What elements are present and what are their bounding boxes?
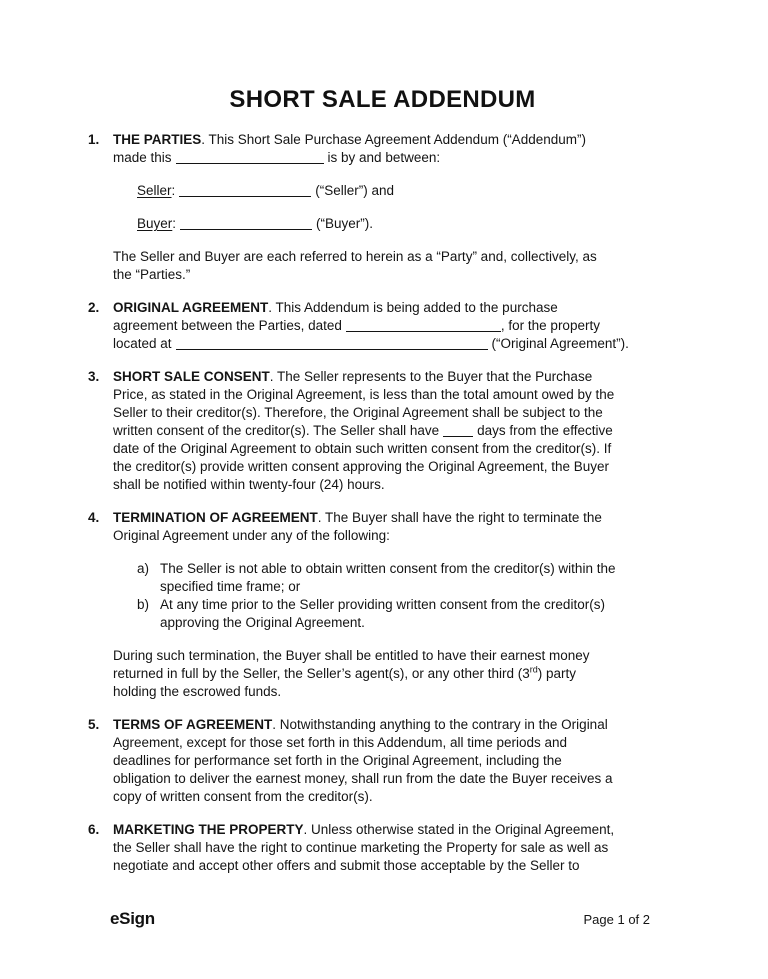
text-line: During such termination, the Buyer shall be entitled to have their earnest money	[113, 648, 590, 663]
section-heading: SHORT SALE CONSENT	[113, 369, 270, 384]
text-line: Original Agreement under any of the following:	[113, 528, 390, 543]
termination-conditions-list	[137, 560, 677, 632]
body-text: located at	[113, 336, 172, 351]
list-item-a	[137, 560, 677, 596]
blank-original-agreement-date	[346, 318, 501, 332]
text-line	[113, 317, 677, 335]
section-termination-of-agreement	[88, 509, 677, 701]
blank-agreement-date	[176, 150, 324, 164]
page-footer	[110, 910, 650, 929]
section-content	[113, 509, 677, 701]
text-line	[113, 149, 677, 167]
page-number: Page 1 of 2	[583, 912, 650, 927]
section-original-agreement	[88, 299, 677, 353]
body-text: , for the property	[500, 318, 600, 333]
esign-logo: eSign	[110, 909, 155, 928]
section-number: 6.	[88, 822, 100, 837]
body-text: (“Buyer”).	[316, 216, 374, 231]
section-heading: MARKETING THE PROPERTY	[113, 822, 304, 837]
document-title: SHORT SALE ADDENDUM	[229, 86, 536, 113]
body-text: ) party	[537, 666, 577, 681]
text-line	[113, 422, 677, 440]
section-number: 2.	[88, 300, 100, 315]
text-line: holding the escrowed funds.	[113, 684, 282, 699]
text-line: deadlines for performance set forth in the Original Agreement, including the	[113, 753, 562, 768]
text-line: shall be notified within twenty-four (24) hours.	[113, 477, 385, 492]
blank-consent-days	[443, 423, 473, 437]
section-content	[113, 299, 677, 353]
text-line	[113, 368, 677, 386]
text-line: The Seller is not able to obtain written consent from the creditor(s) within the	[160, 561, 616, 576]
body-text: (“Original Agreement”).	[491, 336, 629, 351]
body-text: . The Seller represents to the Buyer that the Purchase	[269, 369, 593, 384]
text-line: negotiate and accept other offers and submit those acceptable by the Seller to	[113, 858, 580, 873]
seller-line	[137, 182, 677, 200]
body-text: days from the effective	[477, 423, 613, 438]
list-marker: a)	[137, 561, 150, 576]
section-short-sale-consent	[88, 368, 677, 494]
ordinal-superscript: rd	[529, 664, 538, 675]
text-line: Seller to their creditor(s). Therefore, the Original Agreement shall be subject to the	[113, 405, 603, 420]
text-line: Agreement, except for those set forth in this Addendum, all time periods and	[113, 735, 568, 750]
section-number: 1.	[88, 132, 100, 147]
buyer-label: Buyer	[137, 216, 173, 231]
text-line: The Seller and Buyer are each referred to herein as a “Party” and, collectively, as	[113, 249, 597, 264]
body-text: made this	[113, 150, 172, 165]
body-text: agreement between the Parties, dated	[113, 318, 342, 333]
text-line: At any time prior to the Seller providing written consent from the creditor(s)	[160, 597, 605, 612]
blank-seller-name	[179, 183, 311, 197]
termination-closing-paragraph	[113, 647, 677, 701]
section-heading: ORIGINAL AGREEMENT	[113, 300, 269, 315]
list-item-content	[160, 596, 677, 632]
text-line: the Seller shall have the right to continue marketing the Property for sale as well as	[113, 840, 609, 855]
list-item-b	[137, 596, 677, 632]
text-line	[113, 131, 677, 149]
section-content	[113, 131, 677, 284]
text-line	[113, 335, 677, 353]
buyer-line	[137, 215, 677, 233]
list-item-content	[160, 560, 677, 596]
text-line: copy of written consent from the creditor(s).	[113, 789, 373, 804]
text-line	[113, 665, 677, 683]
list-marker: b)	[137, 597, 150, 612]
text-line: approving the Original Agreement.	[160, 615, 365, 630]
section-content	[113, 716, 677, 806]
section-terms-of-agreement	[88, 716, 677, 806]
parties-closing-paragraph	[113, 248, 677, 284]
text-line: the “Parties.”	[113, 267, 191, 282]
colon: :	[172, 216, 177, 231]
seller-label: Seller	[137, 183, 172, 198]
blank-buyer-name	[180, 216, 312, 230]
body-text: . Notwithstanding anything to the contrary in the Original	[272, 717, 608, 732]
body-text: (“Seller”) and	[315, 183, 395, 198]
text-line: Price, as stated in the Original Agreement, is less than the total amount owed by the	[113, 387, 615, 402]
text-line	[113, 821, 677, 839]
section-marketing-the-property	[88, 821, 677, 875]
body-text: written consent of the creditor(s). The Seller shall have	[113, 423, 440, 438]
colon: :	[171, 183, 176, 198]
text-line	[113, 509, 677, 527]
text-line: the creditor(s) provide written consent approving the Original Agreement, the Buyer	[113, 459, 610, 474]
section-the-parties	[88, 131, 677, 284]
section-content	[113, 368, 677, 494]
section-number: 3.	[88, 369, 100, 384]
body-text: . This Short Sale Purchase Agreement Addendum (“Addendum”)	[201, 132, 586, 147]
text-line: date of the Original Agreement to obtain such written consent from the creditor(s). If	[113, 441, 612, 456]
text-line: specified time frame; or	[160, 579, 301, 594]
body-text: . This Addendum is being added to the purchase	[268, 300, 558, 315]
section-number: 5.	[88, 717, 100, 732]
section-content	[113, 821, 677, 875]
section-heading: THE PARTIES	[113, 132, 202, 147]
section-heading: TERMS OF AGREEMENT	[113, 717, 273, 732]
body-text: . Unless otherwise stated in the Original Agreement,	[303, 822, 615, 837]
section-heading: TERMINATION OF AGREEMENT	[113, 510, 318, 525]
body-text: is by and between:	[327, 150, 441, 165]
text-line: obligation to deliver the earnest money, shall run from the date the Buyer receives a	[113, 771, 613, 786]
body-text: . The Buyer shall have the right to terminate the	[317, 510, 602, 525]
blank-property-address	[176, 336, 488, 350]
section-number: 4.	[88, 510, 100, 525]
text-line	[113, 716, 677, 734]
text-line	[113, 299, 677, 317]
body-text: returned in full by the Seller, the Seller’s agent(s), or any other third (3	[113, 666, 530, 681]
